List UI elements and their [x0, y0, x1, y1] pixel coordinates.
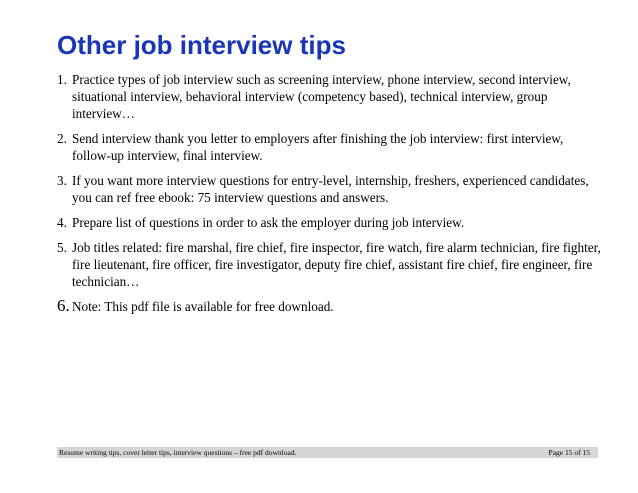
page-footer — [57, 447, 598, 458]
tip-text: Practice types of job interview such as screening interview, phone interview, second interview, situational interview, behavioral interview (competency based), technical interview, group interview… — [72, 72, 571, 121]
tip-text: Prepare list of questions in order to ask the employer during job interview. — [72, 215, 465, 230]
tip-item-3 — [57, 172, 602, 206]
tip-number: 2. — [57, 131, 67, 146]
tip-text: Job titles related: fire marshal, fire chief, fire inspector, fire watch, fire alarm technician, fire fighter, fire lieutenant, fire officer, fire investigator, deputy fire chief, assistant fire chief, fire engineer, fire technician… — [72, 240, 601, 289]
tip-text: Note: This pdf file is available for free download. — [72, 299, 334, 314]
tip-number: 6. — [57, 296, 70, 315]
tips-list — [57, 71, 602, 323]
tip-item-6 — [57, 298, 602, 315]
tip-number: 3. — [57, 173, 67, 188]
tip-text: If you want more interview questions for entry-level, internship, freshers, experienced candidates, you can ref free ebook: 75 interview questions and answers. — [72, 173, 589, 205]
tip-item-2 — [57, 130, 602, 164]
tip-item-1 — [57, 71, 602, 122]
tip-number: 1. — [57, 72, 67, 87]
footer-text: Resume writing tips, cover letter tips, interview questions – free pdf download. — [59, 448, 297, 457]
tip-number: 4. — [57, 215, 67, 230]
tip-item-4 — [57, 214, 602, 231]
tip-item-5 — [57, 239, 602, 290]
page-number: Page 15 of 15 — [548, 448, 590, 457]
page-title: Other job interview tips — [57, 30, 346, 60]
tip-number: 5. — [57, 240, 67, 255]
tip-text: Send interview thank you letter to employers after finishing the job interview: first interview, follow-up interview, final interview. — [72, 131, 564, 163]
